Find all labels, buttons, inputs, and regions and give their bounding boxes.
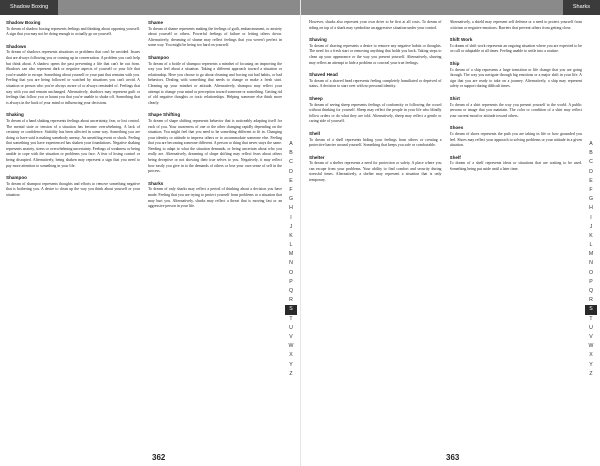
right-column-1 (309, 20, 442, 446)
entry-heading: Shaved Head (309, 72, 338, 78)
entry-heading: Shampoo (6, 175, 27, 181)
right-page-columns (309, 20, 582, 446)
entry-heading: Ship (449, 60, 460, 66)
entry-text: To dream of a shell represents hiding your feelings from others or creating a protective barrier around yourself. Something that keeps you safe or comfortable. (309, 137, 442, 148)
index-letter-w[interactable]: W (288, 343, 294, 350)
index-letter-q[interactable]: Q (588, 288, 594, 294)
index-letter-n[interactable]: N (589, 260, 593, 267)
index-letter-a[interactable]: A (589, 141, 593, 147)
index-letter-d[interactable]: D (289, 168, 293, 175)
entry-text: To dream of only sharks may reflect a period of thinking about a decision you have made. Feeling that you are trying to protect yourself from problems or a situation that may hurt you. Alternatively, sharks may reflect a threat that is moving fast or an aggressive person in your life. (148, 187, 282, 209)
entry-text: To dream of shoes represents the path you are taking in life or how grounded you feel. Shoes may reflect your approach to solving problems or your attitude in a given situation. (449, 131, 582, 148)
index-letter-i[interactable]: I (590, 214, 592, 221)
entry-heading: Shell (309, 130, 320, 136)
index-letter-o[interactable]: O (288, 269, 294, 276)
entry-heading: Shirt (449, 95, 460, 101)
entry-heading: Shelf (449, 154, 461, 160)
entry-heading: Sharks (148, 180, 164, 186)
right-page-number: 363 (446, 453, 460, 462)
index-letter-i[interactable]: I (290, 214, 292, 221)
index-letter-u[interactable]: U (589, 324, 593, 331)
index-letter-m[interactable]: M (288, 251, 294, 258)
entry-heading: Shift Work (449, 37, 473, 43)
entry-text: To dream of shame represents making the feelings of guilt, embarrassment, or anxiety about yourself or others. Powerful feelings of failure or letting others down. Alternatively, dreaming of shame may reflect feelings that you weren't perfect in some way. You might be being too hard on yourself. (148, 26, 282, 48)
index-letter-e[interactable]: E (589, 177, 593, 184)
entry-text: To dream of a shirt represents the way you present yourself to the world. A public persona or image that you maintain. The color or condition of a shirt may reflect your current mood or attitude toward others. (449, 102, 582, 118)
left-page-header (0, 0, 300, 15)
entry-text: To dream of a bottle of shampoo represents a mindset of focusing on improving the way you feel about a situation. Taking a different approach toward a situation or relationship. Here you choose to go about cleaning and forcing out bad habits, or bad behaviors. Dealing with something that needs to change or make a fresh start. Cleaning up your mindset or attitude. Alternatively, shampoo may reflect your attempt to change your mind or perception toward someone or something. Getting rid of old negative thoughts or toxic relationships. Helping someone else think more clearly. (148, 61, 282, 105)
right-alphabet-index (585, 140, 597, 379)
index-letter-a[interactable]: A (289, 141, 293, 147)
entry-heading: Shampoo (148, 54, 169, 60)
entry-heading: Sheep (309, 95, 323, 101)
index-letter-w[interactable]: W (588, 343, 594, 350)
entry-text: To dream of shampoo represents thoughts and efforts to remove something negative that is bothering you. A desire to clean up the way you think about yourself or your situation. (6, 181, 140, 198)
right-page-header-title: Sharks (563, 0, 600, 15)
index-letter-s-active[interactable]: S (585, 305, 597, 314)
index-letter-h[interactable]: H (589, 205, 593, 212)
entry-text: To dream of a ship represents a large transition or life change that you are going through. The way you navigate through big emotions or a major shift in your life. A sign that you are ready to take on a journey. Alternatively, a ship may represent safety or support during difficult times. (449, 67, 582, 89)
entry-heading: Shame (148, 20, 164, 25)
index-letter-v[interactable]: V (589, 333, 593, 340)
left-page-header-title: Shadow Boxing (0, 0, 58, 15)
entry-text: However, sharks also represent your own drive to be first at all costs. To dream of riding on top of a shark may symbolize an aggressive situation under your control. (309, 20, 442, 30)
index-letter-l[interactable]: L (589, 242, 593, 249)
index-letter-r[interactable]: R (289, 297, 293, 304)
entry-text: To dream of shift work represents an ongoing situation where you are expected to be on call or adaptable at all times. Feeling unable to settle into a routine. (449, 43, 582, 54)
right-page (300, 0, 600, 466)
index-letter-p[interactable]: P (289, 278, 293, 285)
index-letter-d[interactable]: D (589, 168, 593, 175)
index-letter-z[interactable]: Z (289, 370, 293, 377)
entry-heading: Shaking (6, 112, 24, 118)
index-letter-s-active[interactable]: S (285, 305, 297, 314)
index-letter-p[interactable]: P (589, 278, 593, 285)
index-letter-g[interactable]: G (288, 196, 294, 203)
entry-heading: Shadow Boxing (6, 20, 41, 25)
left-page-columns (6, 20, 282, 446)
index-letter-c[interactable]: C (589, 159, 593, 166)
entry-text: To dream of a shelf represents ideas or situations that are waiting to be used. Something being put aside until a later time. (449, 161, 582, 171)
entry-heading: Shadows (6, 43, 27, 49)
entry-text: To dream of a hand shaking represents feelings about uncertainty, fear, or lost control. The mental state or tension of a situation has become overwhelming. A lack of certainty or confidence. Stability has been affected in some way. Something you are doing or have said is making somebody uneasy. An unsettling event or shock. Feeling that something you have experienced has shaken your foundations. Negative shaking represents anxiety, stress or overwhelming uncertainty. Feelings of weakness or being unable to cope with the situation or problems you face. A fear of losing control or being disrupted. Alternatively, being shaken may represent a sign that you need to pay more attention to something in your life. (6, 118, 140, 168)
entry-text: To dream of a shelter represents a need for protection or safety. A place where you can escape from your problems. Your ability to find comfort and security during stressful times. Alternatively, a shelter may represent a situation that is only temporary. (309, 161, 442, 183)
left-alphabet-index (285, 140, 297, 379)
entry-text: Alternatively, a shield may represent self defense or a need to protect yourself from criticism or negative emotions. Barriers that prevent others from getting close. (449, 20, 582, 30)
index-letter-y[interactable]: Y (289, 361, 293, 368)
right-column-2 (450, 20, 583, 446)
index-letter-b[interactable]: B (589, 150, 593, 157)
entry-text: To dream of seeing sheep represents feelings of conformity or following the crowd without thinking for yourself. Sheep may reflect the people in your life who blindly follow orders or do what they are told. Alternatively, sheep may reflect a gentle or caring side of yourself. (309, 102, 442, 124)
index-letter-u[interactable]: U (289, 324, 293, 331)
right-page-header (301, 0, 600, 15)
index-letter-r[interactable]: R (589, 297, 593, 304)
index-letter-h[interactable]: H (289, 205, 293, 212)
index-letter-o[interactable]: O (588, 269, 594, 276)
left-column-1 (6, 20, 140, 446)
index-letter-f[interactable]: F (289, 186, 293, 193)
entry-heading: Shape Shifting (148, 112, 181, 118)
index-letter-l[interactable]: L (289, 242, 293, 249)
entry-text: To dream of shape shifting represents behavior that is noticeably adapting itself for each of you. Your awareness of one or the other changing rapidly depending on the situation. You might feel that you need to be something different to fit in. Changing your identity or attitude to impress others or to accommodate someone else. Feeling that you are becoming someone different. A person or thing that never stays the same. Needing to adapt to what the situation demands, or being uncertain about who you really are. Alternatively, dreaming of shape shifting may reflect fears about others being deceptive or not showing their true selves to you. Negatively, it may reflect how easily you give in to the demands of others or lose your own sense of self in the process. (148, 118, 282, 174)
index-letter-z[interactable]: Z (589, 370, 593, 377)
left-page-number: 362 (152, 453, 166, 462)
index-letter-m[interactable]: M (588, 251, 594, 258)
index-letter-g[interactable]: G (588, 196, 594, 203)
index-letter-b[interactable]: B (289, 150, 293, 157)
left-column-2 (148, 20, 282, 446)
entry-heading: Shaving (309, 37, 327, 43)
index-letter-y[interactable]: Y (589, 361, 593, 368)
entry-heading: Shelter (309, 154, 325, 160)
index-letter-c[interactable]: C (289, 159, 293, 166)
index-letter-j[interactable]: J (589, 223, 593, 230)
index-letter-x[interactable]: X (289, 352, 293, 359)
index-letter-j[interactable]: J (289, 223, 293, 230)
index-letter-k[interactable]: K (289, 232, 293, 239)
index-letter-t[interactable]: T (289, 315, 293, 322)
index-letter-x[interactable]: X (589, 352, 593, 359)
entry-heading: Shoes (449, 125, 464, 131)
index-letter-q[interactable]: Q (288, 288, 294, 294)
entry-text: To dream of a shaved head represents feeling completely humiliated or deprived of status. A decision to start over with no personal identity. (309, 78, 442, 89)
index-letter-v[interactable]: V (289, 333, 293, 340)
index-letter-e[interactable]: E (289, 177, 293, 184)
entry-text: To dream of shaving represents a desire to remove any negative habits or thoughts. The need for a fresh start or removing anything that holds you back. Taking steps to clean up your appearance or the way you present yourself. Alternatively, shaving may reflect an attempt to hide a problem or conceal your true feelings. (309, 43, 442, 65)
entry-text: To dream of shadow boxing represents feelings and thinking about opposing yourself. A sign that you may not be doing enough to actually go on yourself. (6, 26, 140, 37)
index-letter-k[interactable]: K (589, 232, 593, 239)
index-letter-f[interactable]: F (589, 186, 593, 193)
index-letter-t[interactable]: T (589, 315, 593, 322)
entry-text: To dream of shadows represents situations or problems that can't be avoided. Issues that are always following you or coming up in conversation. A problem you can't help but think about. A shadow opens the past preventing a life that can't be out from. Shadows can also represent dark or negative aspects of yourself or your life that you're unable to escape. Something about yourself or your past that remains with you. Feeling that you are being followed or watched by situations you can't avoid. A situation or person who you're always aware of or always reminded of. Feelings that stay with you and remain unchanged. Alternatively, shadows may represent guilt or feelings that follow you or haunt you that you're unable to shake off. Something that is always in the back of your mind or influencing your decisions. (6, 50, 140, 105)
index-letter-n[interactable]: N (289, 260, 293, 267)
